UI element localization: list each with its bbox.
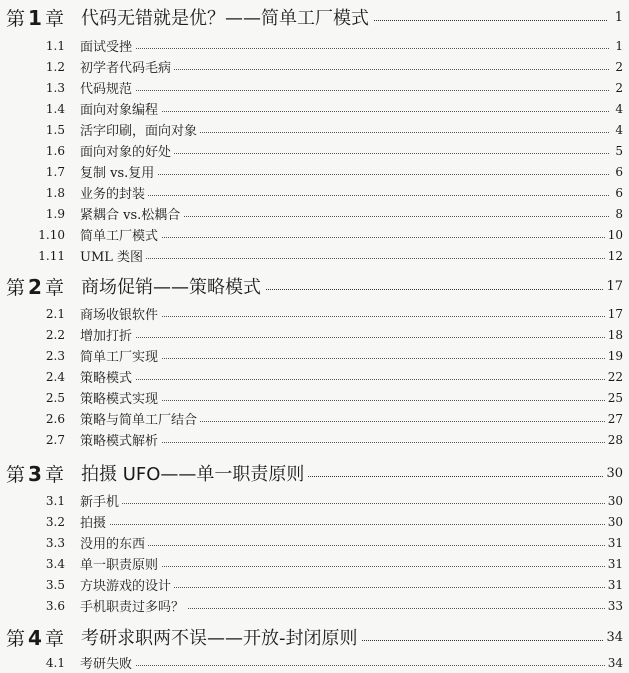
section-page-number: 4 — [612, 102, 623, 116]
leader-dots — [80, 174, 609, 175]
section-page-number: 31 — [605, 536, 623, 550]
chapter-number: 4 — [28, 625, 42, 650]
toc-entry[interactable] — [0, 35, 629, 56]
toc-entry[interactable] — [0, 182, 629, 203]
section-number: 3.4 — [45, 556, 65, 571]
section-number: 2.5 — [45, 390, 65, 405]
section-title: 业务的封装 — [80, 183, 148, 202]
chapter-2-heading[interactable] — [0, 271, 629, 301]
chapter-prefix: 第 — [6, 276, 26, 299]
section-title: 简单工厂实现 — [80, 346, 161, 365]
section-number: 3.2 — [45, 514, 65, 529]
chapter-1-heading[interactable] — [0, 2, 629, 32]
section-number: 1.4 — [45, 101, 65, 116]
section-page-number: 28 — [605, 433, 623, 447]
toc-entry[interactable] — [0, 490, 629, 511]
leader-dots — [80, 258, 609, 259]
chapter-suffix: 章 — [44, 276, 64, 299]
section-number: 1.2 — [45, 59, 65, 74]
section-page-number: 30 — [605, 494, 623, 508]
chapter-prefix: 第 — [6, 7, 26, 30]
section-page-number: 22 — [605, 370, 623, 384]
section-title: 手机职责过多吗？ — [80, 596, 187, 615]
section-title: 拍摄 — [80, 512, 109, 531]
leader-dots — [80, 48, 609, 49]
section-number: 1.9 — [45, 206, 65, 221]
section-page-number: 10 — [605, 228, 623, 242]
section-number: 2.6 — [45, 411, 65, 426]
section-number: 2.1 — [45, 306, 65, 321]
section-number: 1.10 — [38, 227, 65, 242]
toc-entry[interactable] — [0, 408, 629, 429]
section-page-number: 30 — [605, 515, 623, 529]
toc-entry[interactable] — [0, 303, 629, 324]
section-title: 复制 vs.复用 — [80, 162, 157, 181]
section-page-number: 2 — [612, 60, 623, 74]
section-number: 1.6 — [45, 143, 65, 158]
section-number: 1.7 — [45, 164, 65, 179]
section-page-number: 33 — [605, 599, 623, 613]
section-number: 3.1 — [45, 493, 65, 508]
chapter-suffix: 章 — [44, 627, 64, 650]
section-page-number: 25 — [605, 391, 623, 405]
section-page-number: 17 — [605, 307, 623, 321]
leader-dots — [80, 90, 609, 91]
toc-entry[interactable] — [0, 595, 629, 616]
toc-entry[interactable] — [0, 56, 629, 77]
section-page-number: 31 — [605, 557, 623, 571]
section-title: 商场收银软件 — [80, 304, 161, 323]
toc-entry[interactable] — [0, 203, 629, 224]
section-number: 2.2 — [45, 327, 65, 342]
section-title: 紧耦合 vs.松耦合 — [80, 204, 183, 223]
chapter-title: 拍摄 UFO——单一职责原则 — [81, 460, 308, 486]
leader-dots — [80, 195, 609, 196]
leader-dots — [80, 545, 609, 546]
section-number: 4.1 — [45, 655, 65, 670]
section-number: 1.11 — [38, 248, 65, 263]
toc-entry[interactable] — [0, 345, 629, 366]
chapter-4-heading[interactable] — [0, 622, 629, 652]
toc-entry[interactable] — [0, 324, 629, 345]
toc-entry[interactable] — [0, 511, 629, 532]
section-title: 策略模式 — [80, 367, 135, 386]
toc-entry[interactable] — [0, 366, 629, 387]
section-number: 3.5 — [45, 577, 65, 592]
chapter-label — [6, 4, 64, 31]
section-page-number: 4 — [612, 123, 623, 137]
chapter-page-number: 34 — [603, 630, 623, 645]
chapter-prefix: 第 — [6, 627, 26, 650]
section-number: 1.8 — [45, 185, 65, 200]
section-number: 2.4 — [45, 369, 65, 384]
section-title: 策略模式解析 — [80, 430, 161, 449]
toc-entry[interactable] — [0, 652, 629, 673]
chapter-page-number: 17 — [603, 279, 623, 294]
section-title: 初学者代码毛病 — [80, 57, 174, 76]
chapter-label — [6, 460, 64, 487]
section-number: 1.5 — [45, 122, 65, 137]
chapter-number: 2 — [28, 274, 42, 299]
section-title: 面向对象编程 — [80, 99, 161, 118]
toc-entry[interactable] — [0, 161, 629, 182]
chapter-title: 商场促销——策略模式 — [81, 273, 265, 299]
section-title: 简单工厂模式 — [80, 225, 161, 244]
toc-entry[interactable] — [0, 98, 629, 119]
toc-entry[interactable] — [0, 140, 629, 161]
section-page-number: 6 — [612, 165, 623, 179]
chapter-label — [6, 273, 64, 300]
chapter-prefix: 第 — [6, 463, 26, 486]
section-number: 3.3 — [45, 535, 65, 550]
section-title: 活字印刷，面向对象 — [80, 120, 200, 139]
leader-dots — [80, 503, 609, 504]
leader-dots — [80, 379, 609, 380]
toc-entry[interactable] — [0, 224, 629, 245]
section-title: 代码规范 — [80, 78, 135, 97]
section-page-number: 27 — [605, 412, 623, 426]
leader-dots — [80, 524, 609, 525]
section-title: 增加打折 — [80, 325, 135, 344]
section-title: 没用的东西 — [80, 533, 148, 552]
section-page-number: 2 — [612, 81, 623, 95]
section-title: 策略模式实现 — [80, 388, 161, 407]
toc-entry[interactable] — [0, 119, 629, 140]
chapter-number: 1 — [28, 5, 42, 30]
chapter-title: 代码无错就是优？——简单工厂模式 — [81, 4, 373, 30]
section-title: UML 类图 — [80, 246, 146, 265]
section-number: 3.6 — [45, 598, 65, 613]
toc-entry[interactable] — [0, 553, 629, 574]
section-title: 策略与简单工厂结合 — [80, 409, 200, 428]
section-page-number: 12 — [605, 249, 623, 263]
toc-entry[interactable] — [0, 245, 629, 266]
chapter-title: 考研求职两不误——开放-封闭原则 — [81, 624, 362, 650]
section-title: 考研失败 — [80, 653, 135, 672]
section-page-number: 5 — [612, 144, 623, 158]
section-title: 方块游戏的设计 — [80, 575, 174, 594]
toc-entry[interactable] — [0, 574, 629, 595]
chapter-suffix: 章 — [44, 7, 64, 30]
section-page-number: 18 — [605, 328, 623, 342]
section-page-number: 34 — [605, 656, 623, 670]
section-page-number: 19 — [605, 349, 623, 363]
chapter-page-number: 1 — [612, 10, 623, 25]
toc-entry[interactable] — [0, 77, 629, 98]
section-title: 新手机 — [80, 491, 122, 510]
leader-dots — [80, 337, 609, 338]
chapter-3-heading[interactable] — [0, 458, 629, 488]
chapter-page-number: 30 — [603, 466, 623, 481]
section-number: 2.3 — [45, 348, 65, 363]
section-title: 面向对象的好处 — [80, 141, 174, 160]
chapter-suffix: 章 — [44, 463, 64, 486]
toc-entry[interactable] — [0, 387, 629, 408]
section-page-number: 6 — [612, 186, 623, 200]
toc-entry[interactable] — [0, 532, 629, 553]
section-page-number: 8 — [612, 207, 623, 221]
section-number: 2.7 — [45, 432, 65, 447]
chapter-label — [6, 624, 64, 651]
section-page-number: 1 — [612, 39, 623, 53]
section-number: 1.3 — [45, 80, 65, 95]
section-title: 单一职责原则 — [80, 554, 161, 573]
section-number: 1.1 — [45, 38, 65, 53]
leader-dots — [80, 665, 609, 666]
section-title: 面试受挫 — [80, 36, 135, 55]
chapter-number: 3 — [28, 461, 42, 486]
toc-entry[interactable] — [0, 429, 629, 450]
section-page-number: 31 — [605, 578, 623, 592]
